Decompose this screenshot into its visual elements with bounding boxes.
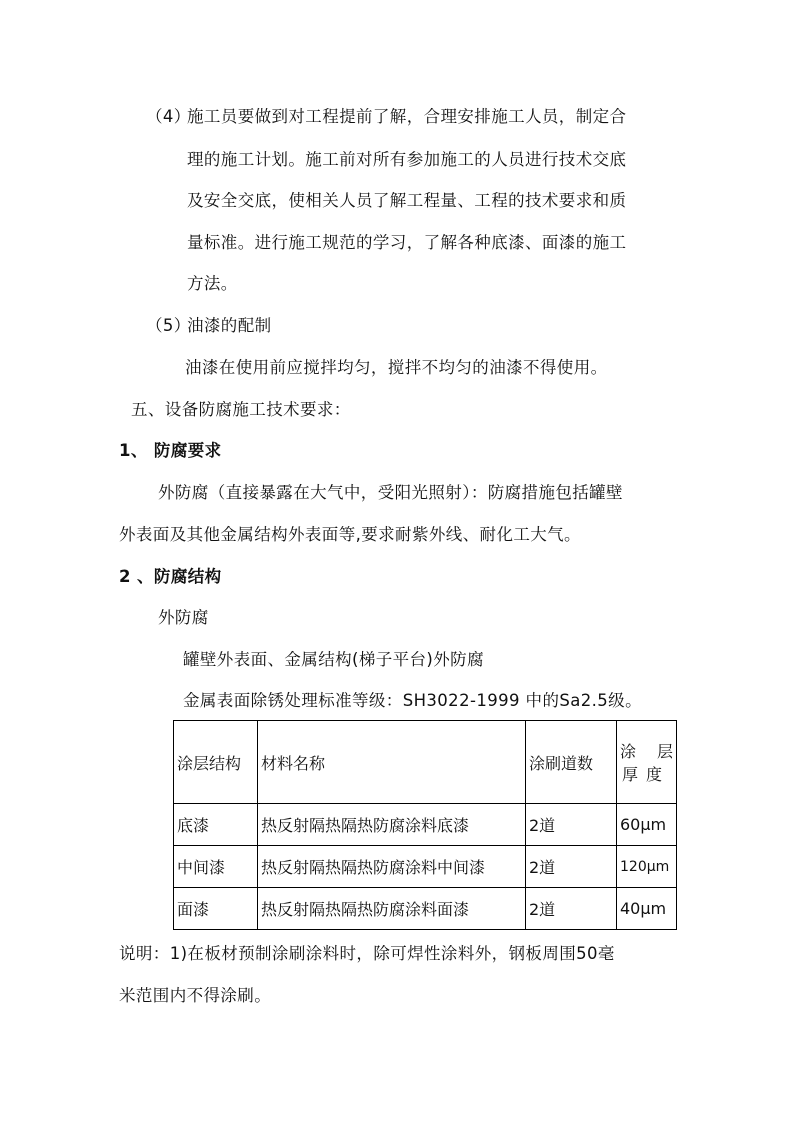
subsection-2-line-1: 罐壁外表面、金属结构(梯子平台)外防腐: [183, 650, 484, 669]
item5-number: （5）: [146, 316, 191, 335]
subsection-1-heading: 1、 防腐要求: [119, 441, 222, 460]
table-row: [174, 888, 677, 930]
header-thickness: [617, 721, 677, 804]
row-material: 热反射隔热隔热防腐涂料中间漆: [258, 846, 526, 888]
note-line-2: 米范围内不得涂刷。: [119, 986, 272, 1005]
subsection-2-heading: 2 、防腐结构: [119, 567, 222, 586]
row-thickness: 40μm: [617, 888, 677, 930]
item5-text: 油漆在使用前应搅拌均匀，搅拌不均匀的油漆不得使用。: [185, 358, 608, 377]
row-structure: 底漆: [174, 804, 258, 846]
table-row: [174, 846, 677, 888]
row-structure: 面漆: [174, 888, 258, 930]
header-structure: 涂层结构: [174, 721, 258, 804]
header-thickness-bottom: 厚度: [622, 765, 671, 784]
subsection-2-label: 外防腐: [158, 608, 209, 627]
section-heading: 五、设备防腐施工技术要求：: [131, 400, 351, 419]
item4-line-4: 量标准。进行施工规范的学习，了解各种底漆、面漆的施工: [187, 233, 627, 252]
item5-title: 油漆的配制: [187, 316, 272, 335]
row-thickness: 60μm: [617, 804, 677, 846]
item4-line-5: 方法。: [187, 274, 238, 293]
row-material: 热反射隔热隔热防腐涂料底漆: [258, 804, 526, 846]
item4-line-1: 施工员要做到对工程提前了解，合理安排施工人员，制定合: [187, 107, 627, 126]
row-passes: 2道: [526, 888, 617, 930]
row-passes: 2道: [526, 846, 617, 888]
header-material: 材料名称: [258, 721, 526, 804]
row-material: 热反射隔热隔热防腐涂料面漆: [258, 888, 526, 930]
row-thickness: 120μm: [617, 846, 677, 888]
row-structure: 中间漆: [174, 846, 258, 888]
subsection-1-line-1: 外防腐（直接暴露在大气中，受阳光照射）：防腐措施包括罐壁: [158, 483, 623, 502]
table-header-row: [174, 721, 677, 804]
item4-number: （4）: [146, 107, 191, 126]
table-row: [174, 804, 677, 846]
subsection-1-line-2: 外表面及其他金属结构外表面等,要求耐紫外线、耐化工大气。: [119, 525, 581, 544]
header-passes: 涂刷道数: [526, 721, 617, 804]
note-line-1: 说明：1)在板材预制涂刷涂料时，除可焊性涂料外，钢板周围50毫: [119, 944, 615, 963]
coating-table: [173, 720, 677, 930]
item4-line-2: 理的施工计划。施工前对所有参加施工的人员进行技术交底: [187, 150, 627, 169]
item4-line-3: 及安全交底，使相关人员了解工程量、工程的技术要求和质: [187, 191, 627, 210]
row-passes: 2道: [526, 804, 617, 846]
subsection-2-line-2: 金属表面除锈处理标准等级：SH3022-1999 中的Sa2.5级。: [183, 691, 642, 710]
header-thickness-top: 涂 层: [620, 742, 673, 761]
